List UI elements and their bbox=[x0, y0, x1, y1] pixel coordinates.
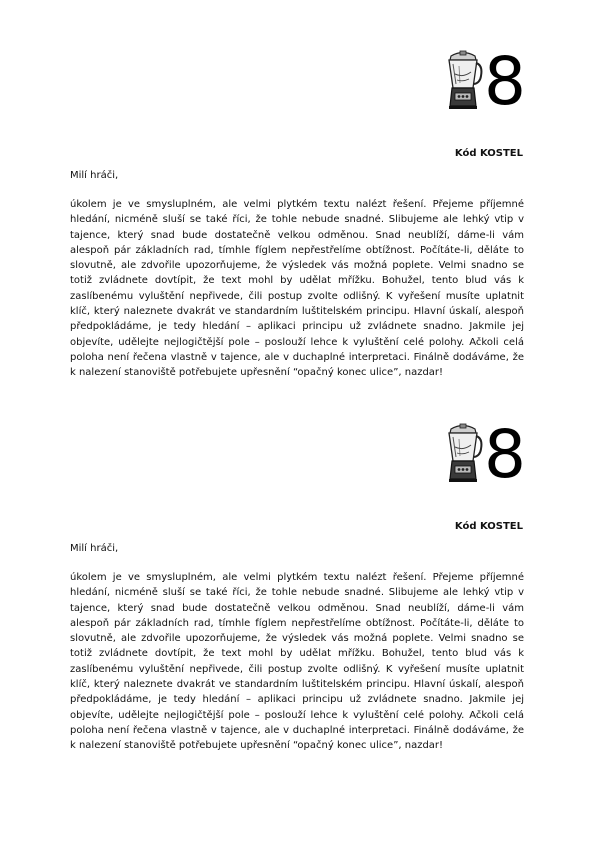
station-number: 8 bbox=[484, 43, 526, 120]
blender-icon bbox=[443, 423, 483, 483]
blender-icon bbox=[443, 50, 483, 110]
greeting: Milí hráči, bbox=[70, 543, 119, 554]
greeting: Milí hráči, bbox=[70, 170, 119, 181]
puzzle-text: úkolem je ve smysluplném, ale velmi plytkém textu nalézt řešení. Přejeme příjemné hledání, nicméně sluší se také říci, že tohle nebude snadné. Slibujeme ale lehký vtip v tajence, který snad bude dostatečně velkou odměnou. Snad neublíží, dáme-li vám alespoň pár základních rad, tímhle fíglem nepřestřelíme obtížnost. Počítáte-li, děláte to slovutně, ale zdvořile upozorňujeme, že výsledek vás možná poplete. Velmi snadno se totiž zvládnete dovtípit, že text mohl by udělat mřížku. Bohužel, tento blud vás k zaslíbenému vyluštění nepřivede, čili postup zvolte odlišný. K vyřešení musíte uplatnit klíč, který naleznete dvakrát ve standardním luštitelském principu. Hlavní úskalí, alespoň předpokládáme, je tedy hledání – aplikaci principu už zvládnete snadno. Jakmile jej objevíte, udělejte nejlogičtější pole – poslouží lehce k vyluštění celé polohy. Ačkoli celá poloha není řečena vlastně v tajence, ale v duchaplné interpretaci. Finálně dodáváme, že k nalezení stanoviště potřebujete upřesnění “opačný konec ulice”, nazdar! bbox=[70, 572, 524, 752]
station-number: 8 bbox=[484, 416, 526, 493]
puzzle-text: úkolem je ve smysluplném, ale velmi plytkém textu nalézt řešení. Přejeme příjemné hledání, nicméně sluší se také říci, že tohle nebude snadné. Slibujeme ale lehký vtip v tajence, který snad bude dostatečně velkou odměnou. Snad neublíží, dáme-li vám alespoň pár základních rad, tímhle fíglem nepřestřelíme obtížnost. Počítáte-li, děláte to slovutně, ale zdvořile upozorňujeme, že výsledek vás možná poplete. Velmi snadno se totiž zvládnete dovtípit, že text mohl by udělat mřížku. Bohužel, tento blud vás k zaslíbenému vyluštění nepřivede, čili postup zvolte odlišný. K vyřešení musíte uplatnit klíč, který naleznete dvakrát ve standardním luštitelském principu. Hlavní úskalí, alespoň předpokládáme, je tedy hledání – aplikaci principu už zvládnete snadno. Jakmile jej objevíte, udělejte nejlogičtější pole – poslouží lehce k vyluštění celé polohy. Ačkoli celá poloha není řečena vlastně v tajence, ale v duchaplné interpretaci. Finálně dodáváme, že k nalezení stanoviště potřebujete upřesnění “opačný konec ulice”, nazdar! bbox=[70, 199, 524, 379]
station-code: Kód KOSTEL bbox=[454, 521, 523, 532]
station-code: Kód KOSTEL bbox=[454, 148, 523, 159]
